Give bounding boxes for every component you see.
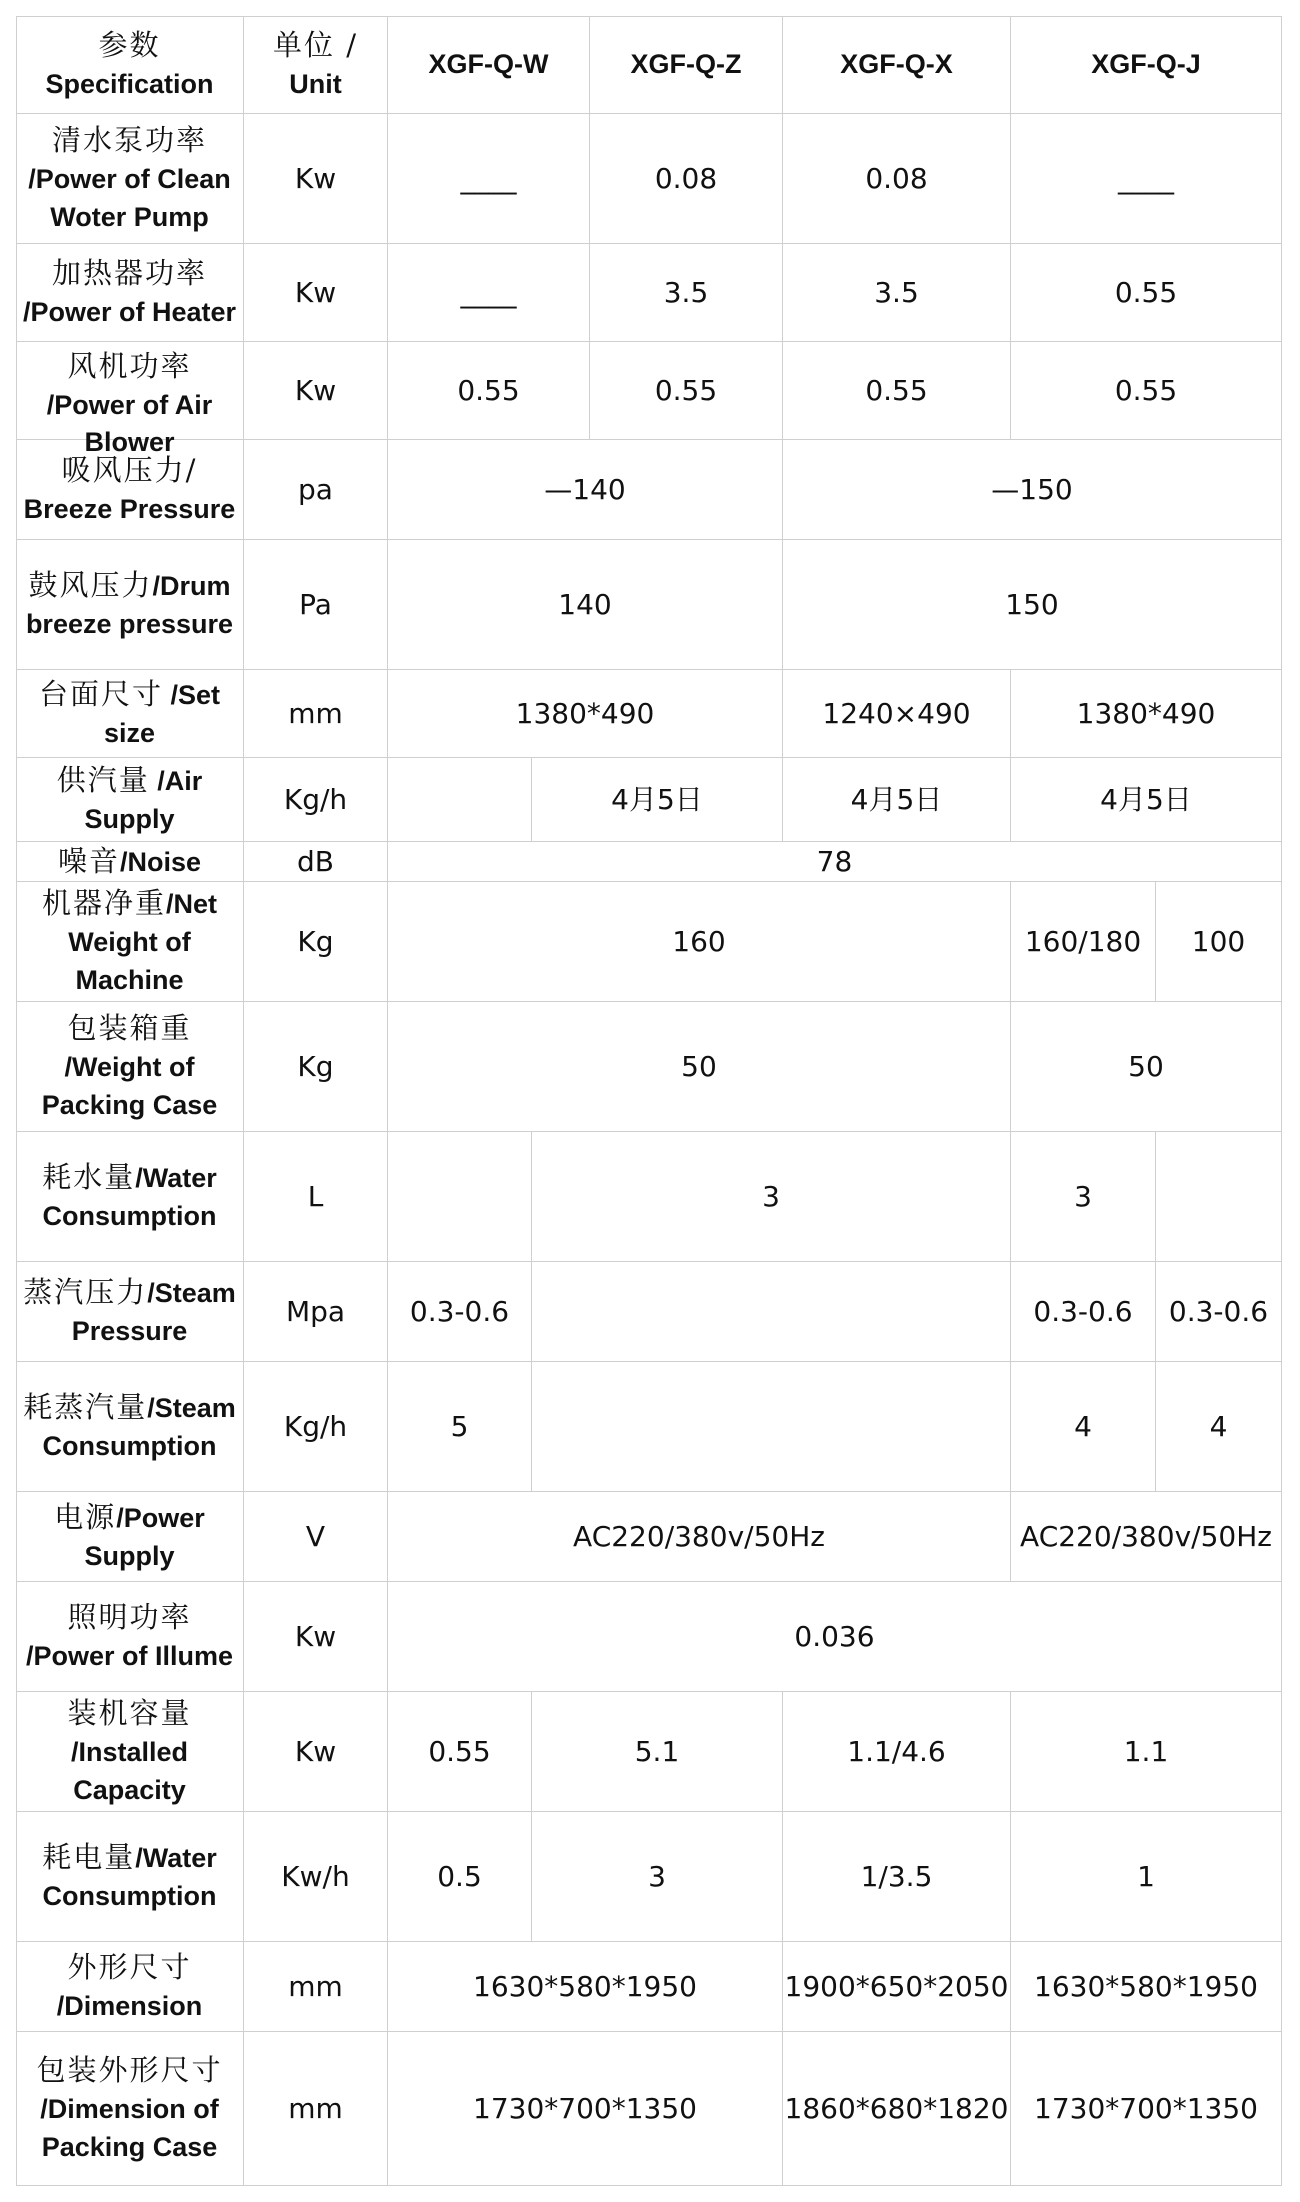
label-en: /Dimension of Packing Case <box>40 2094 219 2162</box>
row-label-steam-pressure <box>16 1262 244 1362</box>
unit-cell: Kw <box>244 244 388 342</box>
label-zh: 耗蒸汽量 <box>23 1390 148 1425</box>
label-en: /Power of Clean Woter Pump <box>28 164 231 232</box>
value-cell: 0.55 <box>388 1692 532 1812</box>
value-cell: 150 <box>783 540 1282 670</box>
label-zh: 噪音 <box>57 844 120 879</box>
value-cell: 5.1 <box>532 1692 783 1812</box>
header-model-j: XGF-Q-J <box>1011 16 1282 114</box>
header-unit-zh: 单位 / <box>273 28 358 63</box>
value-cell: 3.5 <box>590 244 783 342</box>
value-cell <box>532 1362 1011 1492</box>
label-en: /Water Consumption <box>42 1163 217 1231</box>
label-zh: 台面尺寸 <box>38 677 163 712</box>
value-cell: 1630*580*1950 <box>1011 1942 1282 2032</box>
label-en: /Power of Air Blower <box>46 389 213 458</box>
value-cell: AC220/380v/50Hz <box>388 1492 1011 1582</box>
row-label-dimension <box>16 1942 244 2032</box>
value-cell: 100 <box>1156 882 1282 1002</box>
label-en: /Net Weight of Machine <box>68 889 218 995</box>
row-label-clean-pump <box>16 114 244 244</box>
value-cell: 0.5 <box>388 1812 532 1942</box>
label-en: /Dimension <box>56 1990 203 2021</box>
value-cell: 0.55 <box>1011 244 1282 342</box>
value-cell: 0.3-0.6 <box>1156 1262 1282 1362</box>
label-zh: 包装外形尺寸 <box>36 2053 223 2088</box>
label-en: /Steam Pressure <box>71 1278 236 1346</box>
label-zh: 照明功率 <box>67 1600 192 1635</box>
value-cell: ____ <box>388 114 590 244</box>
label-en: /Noise <box>119 847 202 878</box>
value-cell: 1380*490 <box>388 670 783 758</box>
value-cell: 140 <box>388 540 783 670</box>
label-zh: 耗电量 <box>42 1840 136 1875</box>
value-cell: 1.1/4.6 <box>783 1692 1011 1812</box>
value-cell <box>1156 1132 1282 1262</box>
header-spec-zh: 参数 <box>98 28 161 63</box>
value-cell: 1240×490 <box>783 670 1011 758</box>
value-cell <box>388 1132 532 1262</box>
row-label-blower <box>16 342 244 458</box>
label-zh: 电源 <box>54 1500 117 1535</box>
value-cell: 78 <box>388 842 1282 882</box>
header-unit <box>244 16 388 114</box>
value-cell: 3 <box>532 1812 783 1942</box>
label-zh: 吸风压力/ <box>61 453 198 488</box>
label-zh: 耗水量 <box>42 1160 136 1195</box>
row-label-net-weight <box>16 882 244 1002</box>
unit-cell: Kw <box>244 114 388 244</box>
value-cell: 4月5日 <box>1011 758 1282 842</box>
label-zh: 风机功率 <box>67 349 192 383</box>
unit-cell: dB <box>244 842 388 882</box>
unit-cell: mm <box>244 670 388 758</box>
row-label-electricity <box>16 1812 244 1942</box>
row-label-air-supply <box>16 758 244 842</box>
unit-cell: Kg/h <box>244 758 388 842</box>
label-en: /Weight of Packing Case <box>41 1052 218 1120</box>
row-label-illume <box>16 1582 244 1692</box>
unit-cell: Kw <box>244 342 388 440</box>
unit-cell: Kw/h <box>244 1812 388 1942</box>
label-zh: 加热器功率 <box>51 256 207 291</box>
row-label-breeze <box>16 440 244 540</box>
value-cell: 0.036 <box>388 1582 1282 1692</box>
header-model-z: XGF-Q-Z <box>590 16 783 114</box>
unit-cell: Mpa <box>244 1262 388 1362</box>
unit-cell: Kg <box>244 1002 388 1132</box>
unit-cell: Kg <box>244 882 388 1002</box>
row-label-drum <box>16 540 244 670</box>
value-cell: 0.3-0.6 <box>1011 1262 1156 1362</box>
label-en: /Drum breeze pressure <box>25 571 234 639</box>
value-cell: 3 <box>1011 1132 1156 1262</box>
value-cell: 1/3.5 <box>783 1812 1011 1942</box>
header-spec-en: Specification <box>45 68 214 99</box>
label-zh: 供汽量 <box>56 763 150 798</box>
value-cell: 1380*490 <box>1011 670 1282 758</box>
value-cell: 50 <box>1011 1002 1282 1132</box>
row-label-installed <box>16 1692 244 1812</box>
header-model-w: XGF-Q-W <box>388 16 590 114</box>
unit-cell: Kw <box>244 1692 388 1812</box>
unit-cell: mm <box>244 1942 388 2032</box>
header-model-x: XGF-Q-X <box>783 16 1011 114</box>
value-cell: 5 <box>388 1362 532 1492</box>
label-en: /Set size <box>103 680 221 748</box>
label-zh: 装机容量 <box>67 1696 192 1731</box>
value-cell: 1.1 <box>1011 1692 1282 1812</box>
label-en: /Air Supply <box>84 766 203 834</box>
value-cell: 1900*650*2050 <box>783 1942 1011 2032</box>
label-zh: 包装箱重 <box>67 1011 192 1046</box>
value-cell: 1860*680*1820 <box>783 2032 1011 2186</box>
value-cell: 1730*700*1350 <box>388 2032 783 2186</box>
value-cell: 3 <box>532 1132 1011 1262</box>
label-en: /Power of Heater <box>22 296 237 327</box>
label-en: /Water Consumption <box>42 1843 217 1911</box>
unit-cell: pa <box>244 440 388 540</box>
label-en: Breeze Pressure <box>23 493 236 524</box>
unit-cell: V <box>244 1492 388 1582</box>
label-zh: 外形尺寸 <box>67 1950 192 1985</box>
value-cell: —140 <box>388 440 783 540</box>
value-cell: 0.08 <box>590 114 783 244</box>
value-cell: 160/180 <box>1011 882 1156 1002</box>
label-zh: 蒸汽压力 <box>23 1275 148 1310</box>
value-cell: ____ <box>1011 114 1282 244</box>
unit-cell: mm <box>244 2032 388 2186</box>
value-cell: 4 <box>1156 1362 1282 1492</box>
value-cell <box>532 1262 1011 1362</box>
label-zh: 鼓风压力 <box>28 568 153 603</box>
value-cell: 1730*700*1350 <box>1011 2032 1282 2186</box>
row-label-heater <box>16 244 244 342</box>
value-cell: 0.55 <box>783 342 1011 440</box>
label-en: /Steam Consumption <box>42 1393 236 1461</box>
row-label-pack-dimension <box>16 2032 244 2186</box>
row-label-set-size <box>16 670 244 758</box>
unit-cell: Pa <box>244 540 388 670</box>
value-cell: 0.55 <box>1011 342 1282 440</box>
row-label-noise <box>16 842 244 882</box>
value-cell: 3.5 <box>783 244 1011 342</box>
value-cell: 1630*580*1950 <box>388 1942 783 2032</box>
header-unit-en: Unit <box>289 68 342 99</box>
value-cell: 4月5日 <box>532 758 783 842</box>
value-cell: ____ <box>388 244 590 342</box>
value-cell: 0.55 <box>590 342 783 440</box>
value-cell: 4 <box>1011 1362 1156 1492</box>
value-cell: 160 <box>388 882 1011 1002</box>
value-cell: 50 <box>388 1002 1011 1132</box>
unit-cell: L <box>244 1132 388 1262</box>
row-label-power-supply <box>16 1492 244 1582</box>
row-label-packing-weight <box>16 1002 244 1132</box>
label-en: /Installed Capacity <box>70 1737 188 1805</box>
unit-cell: Kg/h <box>244 1362 388 1492</box>
value-cell: 0.55 <box>388 342 590 440</box>
label-en: /Power of Illume <box>25 1640 234 1671</box>
value-cell: —150 <box>783 440 1282 540</box>
value-cell: 1 <box>1011 1812 1282 1942</box>
value-cell: AC220/380v/50Hz <box>1011 1492 1282 1582</box>
unit-cell: Kw <box>244 1582 388 1692</box>
label-zh: 机器净重 <box>41 886 166 921</box>
header-spec <box>16 16 244 114</box>
row-label-steam-consumption <box>16 1362 244 1492</box>
value-cell: 0.08 <box>783 114 1011 244</box>
value-cell: 4月5日 <box>783 758 1011 842</box>
label-en: /Power Supply <box>84 1503 205 1571</box>
row-label-water <box>16 1132 244 1262</box>
value-cell <box>388 758 532 842</box>
value-cell: 0.3-0.6 <box>388 1262 532 1362</box>
label-zh: 清水泵功率 <box>51 123 207 158</box>
